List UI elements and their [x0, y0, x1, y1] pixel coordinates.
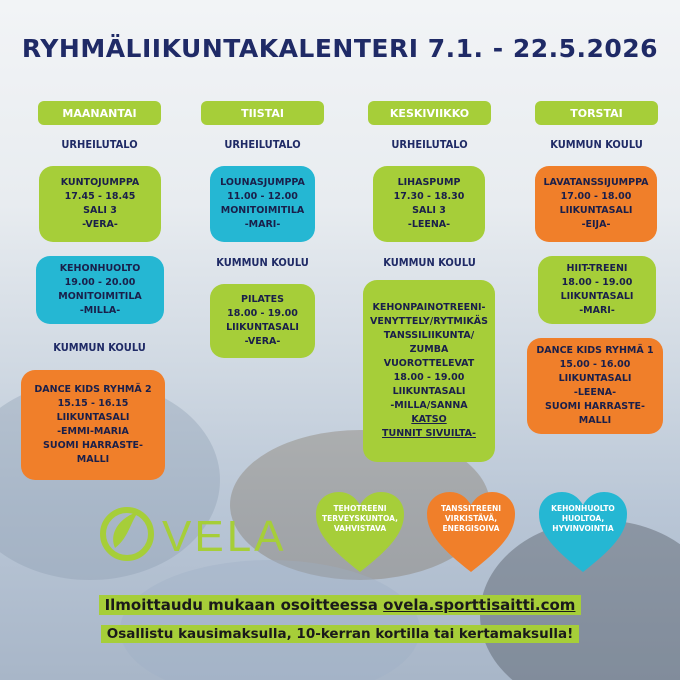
class-instructor: -VERA-: [244, 336, 281, 347]
class-room: LIIKUNTASALI: [226, 322, 299, 333]
class-name: LAVATANSSIJUMPPA: [543, 177, 649, 188]
ovela-logo: [100, 504, 300, 564]
signup-link[interactable]: ovela.sporttisaitti.com: [383, 596, 576, 614]
class-room: SALI 3: [83, 205, 117, 216]
day-header-wednesday: KESKIVIIKKO: [368, 101, 491, 125]
class-name: TANSSILIIKUNTA/: [383, 330, 475, 341]
payment-banner: [0, 626, 680, 642]
class-name: HIIT-TREENI: [566, 263, 628, 274]
class-time: 17.45 - 18.45: [64, 191, 136, 202]
legend-heart-blue: [537, 490, 629, 574]
legend-line: TERVEYSKUNTOA,: [322, 514, 398, 523]
venue-label: KUMMUN KOULU: [53, 341, 146, 354]
legend-line: KEHONHUOLTO: [551, 504, 615, 513]
class-note: MALLI: [76, 454, 110, 465]
legend-line: VIRKISTÄVÄ,: [444, 514, 498, 523]
class-room: LIIKUNTASALI: [558, 373, 632, 384]
legend-heart-green: [314, 490, 406, 574]
day-header-monday: MAANANTAI: [38, 101, 161, 125]
venue-label: URHEILUTALO: [61, 138, 138, 151]
legend-line: HYVINVOINTIA: [552, 524, 614, 533]
class-time: 19.00 - 20.00: [64, 277, 136, 288]
class-room: LIIKUNTASALI: [559, 205, 633, 216]
class-name: KEHONPAINOTREENI-: [372, 302, 486, 313]
class-card-hiit-treeni[interactable]: [538, 256, 656, 324]
class-room: MONITOIMITILA: [220, 205, 305, 216]
venue-label: URHEILUTALO: [224, 138, 301, 151]
legend-line: VAHVISTAVA: [333, 524, 387, 533]
class-time: 15.15 - 16.15: [57, 398, 129, 409]
legend-line: TEHOTREENI: [333, 504, 387, 513]
class-card-dance-kids-2[interactable]: [21, 370, 165, 480]
class-instructor: -EIJA-: [581, 219, 611, 230]
class-time: 18.00 - 19.00: [561, 277, 633, 288]
see-schedule-link[interactable]: TUNNIT SIVUILTA-: [382, 428, 476, 439]
class-card-vuorottelevat[interactable]: [363, 280, 495, 462]
class-note: SUOMI HARRASTE-: [43, 440, 143, 451]
signup-banner: [0, 596, 680, 614]
class-instructor: -MARI-: [579, 305, 615, 316]
legend-heart-orange: [425, 490, 517, 574]
class-name: DANCE KIDS RYHMÄ 1: [536, 345, 654, 356]
class-time: 17.30 - 18.30: [393, 191, 465, 202]
class-card-dance-kids-1[interactable]: [527, 338, 663, 434]
class-name: DANCE KIDS RYHMÄ 2: [34, 384, 152, 395]
page-title: RYHMÄLIIKUNTAKALENTERI 7.1. - 22.5.2026: [21, 34, 659, 63]
signup-text: Ilmoittaudu mukaan osoitteessa: [104, 596, 384, 614]
day-header-thursday: TORSTAI: [535, 101, 658, 125]
class-instructor: -VERA-: [82, 219, 118, 230]
class-room: MONITOIMITILA: [58, 291, 142, 302]
class-card-lounasjumppa[interactable]: [210, 166, 315, 242]
class-room: LIIKUNTASALI: [392, 386, 466, 397]
class-instructor: -LEENA-: [573, 387, 617, 398]
class-instructor: -LEENA-: [407, 219, 451, 230]
class-time: 18.00 - 19.00: [393, 372, 465, 383]
day-header-tuesday: TIISTAI: [201, 101, 324, 125]
class-name: VENYTTELY/RYTMIKÄS: [370, 316, 488, 327]
class-instructor: -EMMI-MARIA: [57, 426, 129, 437]
see-schedule-link[interactable]: KATSO: [411, 414, 447, 425]
class-name: LOUNASJUMPPA: [220, 177, 305, 188]
venue-label: KUMMUN KOULU: [550, 138, 643, 151]
class-note: SUOMI HARRASTE-: [545, 401, 645, 412]
payment-text: Osallistu kausimaksulla, 10-kerran kortilla tai kertamaksulla!: [101, 625, 579, 643]
class-card-lavatanssijumppa[interactable]: [535, 166, 657, 242]
class-room: LIIKUNTASALI: [56, 412, 130, 423]
class-time: 18.00 - 19.00: [227, 308, 298, 319]
class-name: LIHASPUMP: [397, 177, 461, 188]
venue-label: URHEILUTALO: [391, 138, 468, 151]
signup-highlight: [99, 595, 582, 615]
class-instructor: -MILLA-: [79, 305, 121, 316]
class-name: KEHONHUOLTO: [59, 263, 141, 274]
class-card-lihaspump[interactable]: [373, 166, 485, 242]
class-note: MALLI: [578, 415, 612, 426]
class-instructor: -MILLA/SANNA: [390, 400, 468, 411]
class-card-kuntojumppa[interactable]: [39, 166, 161, 242]
venue-label: KUMMUN KOULU: [383, 256, 476, 269]
class-time: 17.00 - 18.00: [560, 191, 632, 202]
class-name: KUNTOJUMPPA: [60, 177, 140, 188]
class-time: 11.00 - 12.00: [227, 191, 298, 202]
legend-line: ENERGISOIVA: [442, 524, 500, 533]
logo-wordmark: VELA: [162, 512, 287, 561]
class-name: ZUMBA: [409, 344, 449, 355]
class-name: PILATES: [241, 294, 284, 305]
class-time: 15.00 - 16.00: [559, 359, 631, 370]
class-card-kehonhuolto[interactable]: [36, 256, 164, 324]
legend-line: HUOLTOA,: [561, 514, 605, 523]
class-instructor: -MARI-: [244, 219, 281, 230]
class-room: LIIKUNTASALI: [560, 291, 634, 302]
logo-mark-icon: [100, 504, 300, 564]
class-card-pilates[interactable]: [210, 284, 315, 358]
venue-label: KUMMUN KOULU: [216, 256, 309, 269]
class-room: SALI 3: [412, 205, 446, 216]
class-note: VUOROTTELEVAT: [383, 358, 475, 369]
legend-line: TANSSITREENI: [440, 504, 502, 513]
